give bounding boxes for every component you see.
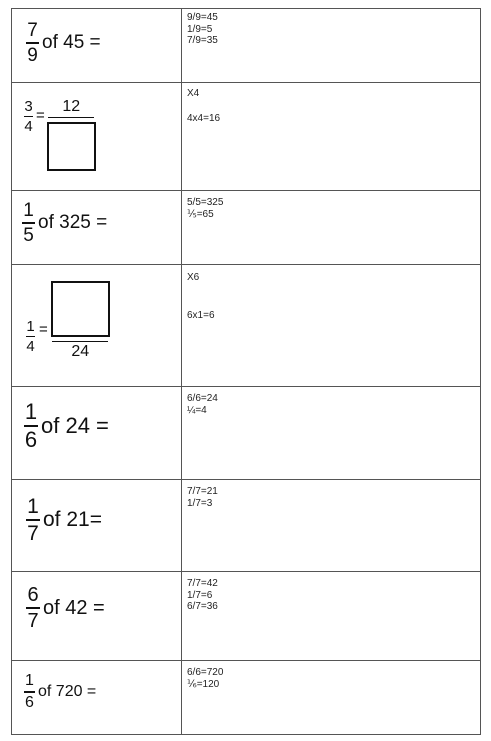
numerator: 1 [23, 200, 34, 221]
denominator: 4 [26, 338, 35, 355]
question-cell [12, 9, 182, 82]
question-expression [26, 21, 101, 65]
answer-line: ⅙=120 [187, 678, 220, 690]
table-row [12, 387, 481, 480]
question-text: of 42 = [43, 596, 105, 619]
question-cell [12, 191, 182, 264]
answer-line: 1/7=3 [187, 497, 213, 509]
fraction [24, 99, 33, 134]
answer-cell [182, 265, 481, 386]
question-text: of 45 = [42, 32, 101, 53]
unknown-fraction [51, 281, 110, 360]
unknown-fraction [47, 99, 96, 171]
question-cell [12, 265, 182, 386]
fraction-bar [24, 116, 33, 117]
answer-line: 6/7=36 [187, 601, 218, 612]
numerator: 3 [24, 98, 33, 115]
denominator: 5 [23, 225, 34, 246]
table-row [12, 83, 481, 191]
denominator: 9 [27, 45, 38, 66]
question-expression [26, 585, 105, 631]
answer-cell [182, 83, 481, 190]
blank-line [187, 297, 475, 310]
fraction-bar [26, 607, 40, 609]
denominator: 6 [24, 427, 38, 452]
table-row [12, 9, 481, 83]
numerator: 1 [26, 318, 35, 335]
question-cell [12, 480, 182, 571]
answer-line: 4x4=16 [187, 112, 221, 124]
answer-line: 7/9=35 [187, 35, 218, 46]
fraction [26, 496, 40, 544]
answer-cell [182, 387, 481, 479]
fraction-bar [26, 42, 39, 44]
question-text: of 720 = [38, 682, 97, 700]
numerator: 6 [27, 584, 39, 606]
answer-cell [182, 9, 481, 82]
question-expression [24, 401, 109, 451]
fraction-bar [52, 341, 108, 342]
numerator: 1 [27, 495, 39, 518]
fraction-bar [48, 117, 94, 118]
denominator: 6 [25, 693, 34, 711]
equals-sign: = [39, 321, 48, 338]
answer-box [47, 122, 96, 171]
fraction-bar [26, 336, 35, 337]
table-row [12, 661, 481, 735]
answer-line: X4 [187, 88, 200, 99]
question-expression [24, 99, 96, 171]
answer-line: 9/9=45 [187, 12, 218, 23]
answer-line: X6 [187, 272, 200, 283]
numerator: 1 [25, 672, 34, 689]
answer-cell [182, 191, 481, 264]
denominator: 4 [24, 118, 33, 135]
equals-sign: = [36, 107, 45, 124]
given-numerator: 12 [62, 98, 81, 115]
question-text: of 325 = [38, 212, 108, 233]
answer-line: ¼=4 [187, 404, 207, 416]
question-expression [26, 281, 110, 360]
table-row [12, 191, 481, 265]
question-text: of 24 = [41, 413, 109, 438]
fraction [22, 201, 35, 245]
question-expression [26, 496, 102, 544]
table-row [12, 480, 481, 572]
fraction-bar [24, 691, 35, 693]
numerator: 1 [24, 399, 38, 424]
question-cell [12, 572, 182, 660]
answer-line: 7/7=21 [187, 486, 218, 497]
denominator: 7 [27, 522, 39, 545]
answer-line: 1/7=6 [187, 589, 213, 601]
answer-cell [182, 661, 481, 734]
answer-line: 7/7=42 [187, 578, 218, 589]
question-text: of 21= [43, 508, 102, 531]
answer-cell [182, 480, 481, 571]
denominator: 7 [27, 610, 39, 632]
question-expression [22, 201, 107, 245]
fraction [24, 673, 35, 711]
answer-cell [182, 572, 481, 660]
fraction [24, 401, 38, 451]
fraction [26, 319, 35, 354]
question-expression [24, 673, 96, 711]
fraction [26, 21, 39, 65]
numerator: 7 [27, 20, 38, 41]
answer-line: 5/5=325 [187, 197, 224, 208]
fraction [26, 585, 40, 631]
question-cell [12, 83, 182, 190]
given-denominator: 24 [71, 343, 90, 360]
answer-line: ⅕=65 [187, 208, 214, 220]
answer-line: 6x1=6 [187, 309, 215, 321]
blank-line [187, 100, 475, 113]
answer-box [51, 281, 110, 337]
fraction-bar [22, 222, 35, 224]
question-cell [12, 387, 182, 479]
question-cell [12, 661, 182, 734]
blank-line [187, 284, 475, 297]
fraction-bar [26, 519, 40, 521]
table-row [12, 572, 481, 661]
table-row [12, 265, 481, 387]
worksheet-table [11, 8, 481, 735]
answer-line: 6/6=24 [187, 393, 218, 404]
answer-line: 6/6=720 [187, 667, 224, 678]
answer-line: 1/9=5 [187, 23, 213, 35]
